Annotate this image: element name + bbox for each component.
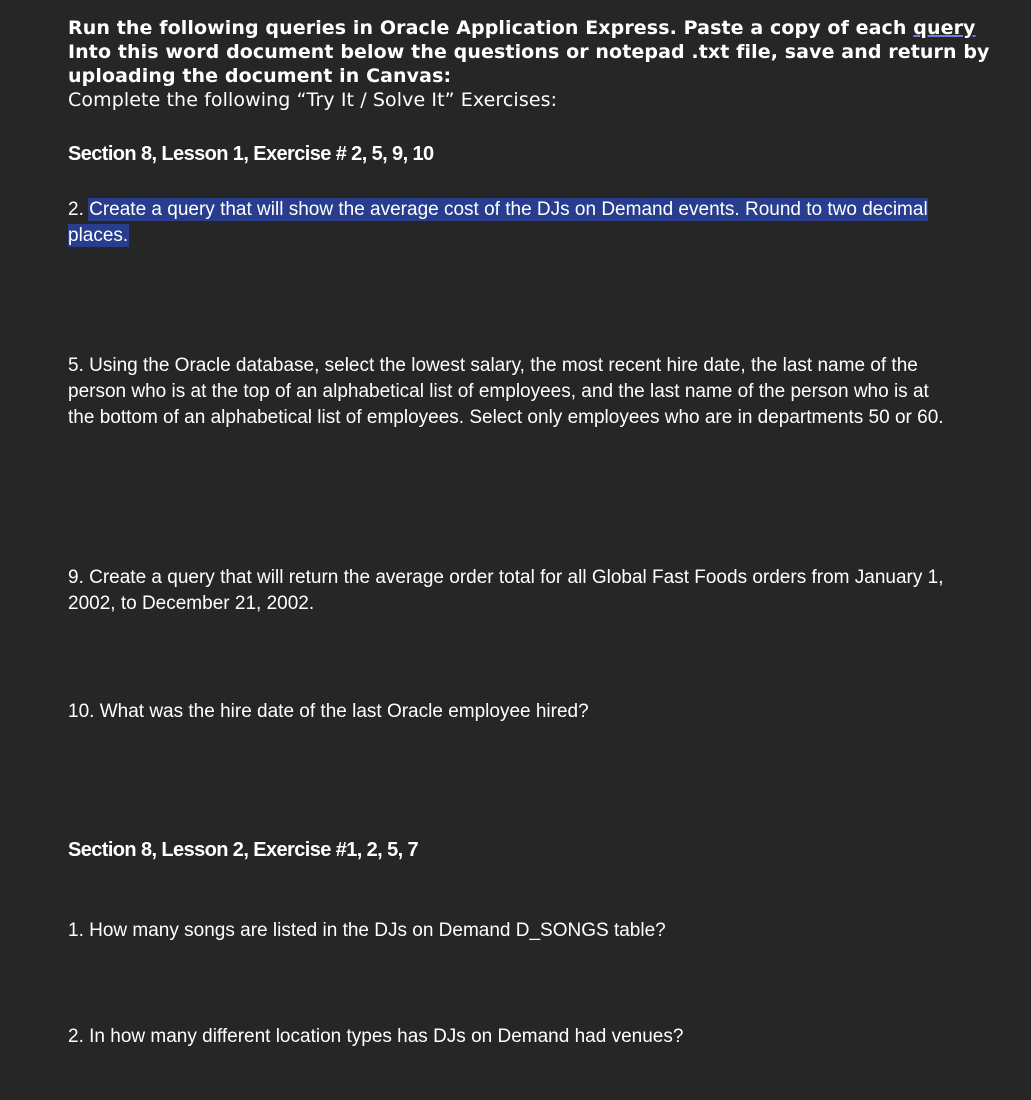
question-5-lesson-1[interactable]: 5. Using the Oracle database, select the lowest salary, the most recent hire date, the last name of the person who is at the top of an alphabetical list of employees, and the last name of the person who is at the bottom of an alphabetical list of employees. Select only employees who are in departments 50 or 60. (68, 355, 944, 428)
instruction-line-1-text: Run the following queries in Oracle Application Express. Paste a copy of each (68, 17, 914, 39)
instruction-line-1 (68, 16, 976, 40)
section-heading-lesson-2: Section 8, Lesson 2, Exercise #1, 2, 5, 7 (68, 839, 419, 861)
question-2-lesson-1[interactable] (68, 197, 948, 249)
spelling-underlined-word: query (913, 17, 976, 39)
section-heading-lesson-1: Section 8, Lesson 1, Exercise # 2, 5, 9, 10 (68, 143, 434, 165)
question-9-lesson-1[interactable]: 9. Create a query that will return the average order total for all Global Fast Foods orders from January 1, 2002, to December 21, 2002. (68, 567, 944, 614)
instruction-line-3: uploading the document in Canvas: (68, 65, 452, 87)
instruction-line-2: Into this word document below the questions or notepad .txt file, save and return by (68, 41, 990, 63)
question-2-lesson-2[interactable]: 2. In how many different location types has DJs on Demand had venues? (68, 1026, 684, 1047)
question-10-lesson-1[interactable]: 10. What was the hire date of the last Oracle employee hired? (68, 701, 589, 722)
question-1-lesson-2[interactable]: 1. How many songs are listed in the DJs on Demand D_SONGS table? (68, 920, 666, 941)
instruction-line-4: Complete the following “Try It / Solve It” Exercises: (68, 89, 558, 111)
question-number: 2. (68, 199, 90, 220)
instructions (68, 16, 990, 112)
selected-text[interactable]: Create a query that will show the average cost of the DJs on Demand events. Round to two decimal places. (68, 199, 928, 246)
